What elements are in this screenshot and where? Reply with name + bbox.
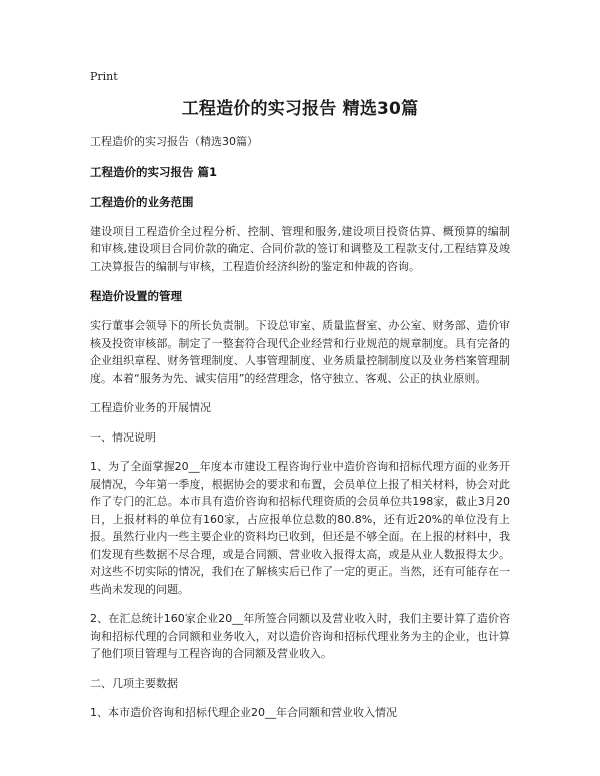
management-paragraph: 实行董事会领导下的所长负责制。下设总审室、质量监督室、办公室、财务部、造价审核及投资审核部。制定了一整套符合现代企业经营和行业规范的规章制度。具有完备的企业组织章程、财务管理制度、人事管理制度、业务质量控制制度以及业务档案管理制度。本着“服务为先、诚实信用”的经营理念，恪守独立、客观、公正的执业原则。 <box>90 319 510 385</box>
page-title: 工程造价的实习报告 精选30篇 <box>181 99 419 119</box>
section-heading: 工程造价的实习报告 篇1 <box>90 164 218 179</box>
scope-heading: 工程造价的业务范围 <box>90 194 194 209</box>
print-link[interactable]: Print <box>90 70 118 83</box>
paragraph-1: 1、为了全面掌握20__年度本市建设工程咨询行业中造价咨询和招标代理方面的业务开展情况，今年第一季度，根据协会的要求和布置，会员单位上报了相关材料，协会对此作了专门的汇总。本市具有造价咨询和招标代理资质的会员单位共198家，截止3月20日，上报材料的单位有160家，占应报单位总数的80.8%，还有近20%的单位没有上报。虽然行业内一些主要企业的资料均已收到，但还是不够全面。在上报的材料中，我们发现有些数据不尽合理，或是合同额、营业收入报得太高，或是从业人数报得太少。对这些不切实际的情况，我们在了解核实后已作了一定的更正。当然，还有可能存在一些尚未发现的问题。 <box>90 460 510 596</box>
management-heading: 程造价设置的管理 <box>90 289 182 303</box>
data-item-1: 1、本市造价咨询和招标代理企业20__年合同额和营业收入情况 <box>90 706 397 719</box>
data-heading: 二、几项主要数据 <box>90 676 178 690</box>
paragraph-2: 2、在汇总统计160家企业20__年所签合同额以及营业收入时，我们主要计算了造价咨询和招标代理的合同额和业务收入，对以造价咨询和招标代理业务为主的企业，也计算了他们项目管理与工程咨询的合同额及营业收入。 <box>90 612 510 660</box>
scope-paragraph: 建设项目工程造价全过程分析、控制、管理和服务,建设项目投资估算、概预算的编制和审核,建设项目合同价款的确定、合同价款的签订和调整及工程款支付,工程结算及竣工决算报告的编制与审核，工程造价经济纠纷的鉴定和仲裁的咨询。 <box>90 224 510 273</box>
subtitle: 工程造价的实习报告（精选30篇） <box>90 135 258 148</box>
business-heading: 工程造价业务的开展情况 <box>90 401 211 414</box>
situation-heading: 一、情况说明 <box>90 430 156 444</box>
